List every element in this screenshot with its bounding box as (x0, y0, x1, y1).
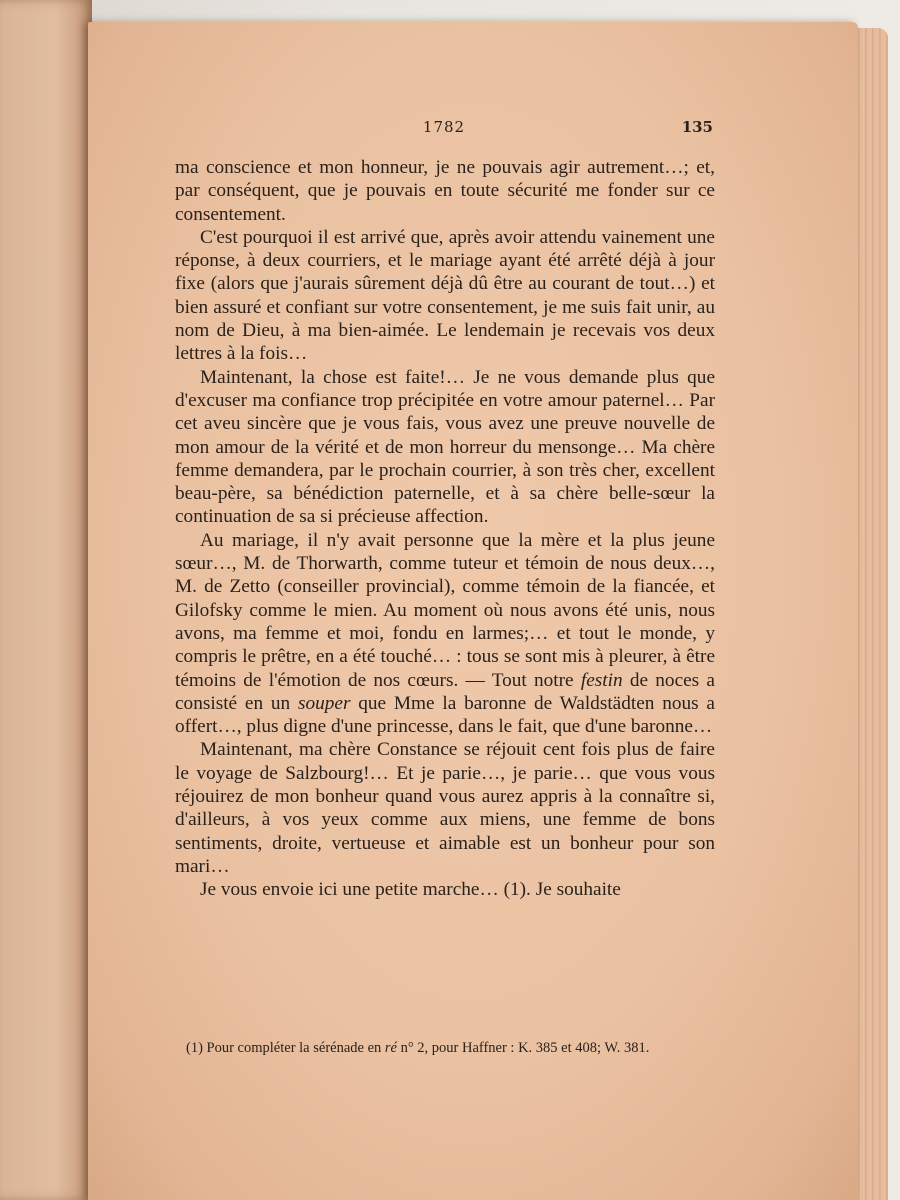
footnote-italic: ré (384, 1040, 397, 1056)
footnote-text-before: (1) Pour compléter la sérénade en (186, 1040, 385, 1056)
running-header-year: 1782 (422, 118, 466, 136)
left-page-edge (0, 0, 92, 1200)
italic-souper: souper (297, 692, 351, 714)
paragraph-6: Je vous envoie ici une petite marche… (1). Je souhaite (200, 879, 621, 901)
page-number: 135 (681, 118, 713, 136)
paragraph-3: Maintenant, la chose est faite!… Je ne vous demande plus que d'excuser ma confiance trop précipitée en votre amour paternel… Par cet aveu sincère que je vous fais, vous avez une preuve nouvelle de mon amour de la vérité et de mon horreur du mensonge… Ma chère femme demandera, par le prochain courrier, à son très cher, excellent beau-père, sa bénédiction paternelle, et à sa chère belle-sœur la continuation de sa si précieuse affection. (175, 366, 715, 528)
running-header (175, 118, 713, 142)
footnote-line (172, 1040, 687, 1057)
italic-festin: festin (580, 669, 623, 691)
footnote-text-after: n° 2, pour Haffner : K. 385 et 408; W. 381. (396, 1040, 650, 1056)
paragraph-1: ma conscience et mon honneur, je ne pouvais agir autrement…; et, par conséquent, que je pouvais en toute sécurité me fonder sur ce consentement. (175, 157, 715, 225)
paragraph-5: Maintenant, ma chère Constance se réjouit cent fois plus de faire le voyage de Salzbourg!… Et je parie…, je parie… que vous vous réjouirez de mon bonheur quand vous aurez appris à la connaître si, d'ailleurs, à vos yeux comme aux miens, une femme de bons sentiments, droite, vertueuse et aimable est un bonheur pour son mari… (175, 739, 715, 877)
paragraph-2: C'est pourquoi il est arrivé que, après avoir attendu vainement une réponse, à deux courriers, et le mariage ayant été arrêté déjà à jour fixe (alors que j'aurais sûrement déjà dû être au courant de tout…) et bien assuré et confiant sur votre consentement, je me suis fait unir, au nom de Dieu, à ma bien-aimée. Le lendemain je recevais vos deux lettres à la fois… (175, 226, 715, 365)
paragraph-4-mid: de noces a consisté en un (175, 669, 715, 714)
footnote (172, 1040, 687, 1057)
body-text (175, 156, 715, 902)
paragraph-4 (175, 529, 715, 739)
paragraph-4-start: Au mariage, il n'y avait personne que la mère et la plus jeune sœur…, M. de Thorwarth, comme tuteur et témoin de nous deux…, M. de Zetto (conseiller provincial), comme témoin de la fiancée, et Gilofsky comme le mien. Au moment où nous avons été unis, nous avons, ma femme et moi, fondu en larmes;… et tout le monde, y compris le prêtre, en a été touché… : tous se sont mis à pleurer, à être témoins de l'émotion de nos cœurs. — Tout notre (175, 529, 715, 691)
paragraph-4-end: que Mme la baronne de Waldstädten nous a offert…, plus digne d'une princesse, dans le fait, que d'une baronne… (175, 692, 715, 738)
